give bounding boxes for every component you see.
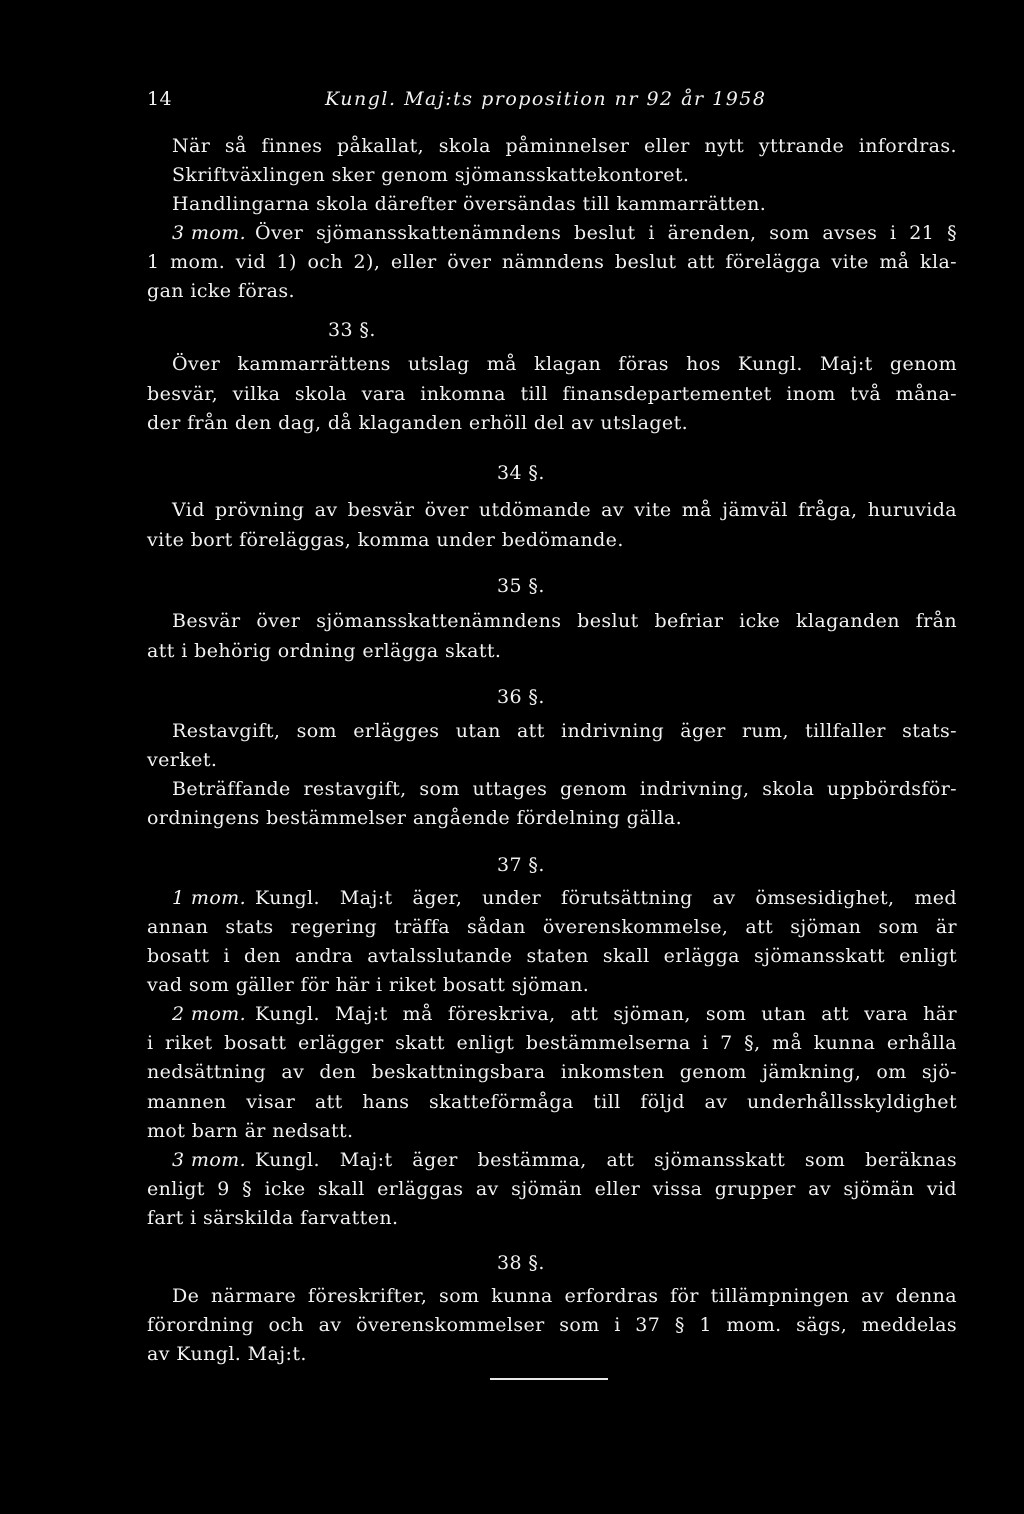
text-line: Restavgift, som erlägges utan att indrivning äger rum, tillfaller stats- [172, 720, 957, 742]
text-line: enligt 9 § icke skall erläggas av sjömän eller vissa grupper av sjömän vid [147, 1178, 957, 1200]
text-line: bosatt i den andra avtalsslutande staten skall erlägga sjömansskatt enligt [147, 945, 957, 967]
text-line: Vid prövning av besvär över utdömande av vite må jämväl fråga, huruvida [172, 499, 957, 521]
moment-label: 2 mom. [172, 1003, 247, 1025]
text-line: gan icke föras. [147, 280, 295, 302]
text-line: förordning och av överenskommelser som i 37 § 1 mom. sägs, meddelas [147, 1314, 957, 1336]
text-line: När så finnes påkallat, skola påminnelser eller nytt yttrande infordras. [172, 135, 957, 157]
section-heading: 35 §. [497, 575, 545, 597]
text-line: verket. [147, 749, 218, 771]
text-line: Beträffande restavgift, som uttages genom indrivning, skola uppbördsför- [172, 778, 957, 800]
text-line: Handlingarna skola därefter översändas till kammarrätten. [172, 193, 767, 215]
text-line: fart i särskilda farvatten. [147, 1207, 399, 1229]
paragraph-line [172, 219, 957, 247]
paragraph-line [172, 1146, 957, 1174]
text-line: mot barn är nedsatt. [147, 1120, 354, 1142]
moment-label: 3 mom. [172, 222, 247, 244]
text-line: i riket bosatt erlägger skatt enligt bestämmelserna i 7 §, må kunna erhålla [147, 1032, 957, 1054]
text-line: mannen visar att hans skatteförmåga till följd av underhållsskyldighet [147, 1091, 957, 1113]
section-heading: 37 §. [497, 854, 545, 876]
text-line: De närmare föreskrifter, som kunna erfordras för tillämpningen av denna [172, 1285, 957, 1307]
text-line: Över kammarrättens utslag må klagan föras hos Kungl. Maj:t genom [172, 353, 957, 375]
text-line: ordningens bestämmelser angående fördelning gälla. [147, 807, 683, 829]
text-line: Kungl. Maj:t äger bestämma, att sjömansskatt som beräknas [255, 1149, 957, 1171]
page-number: 14 [147, 88, 172, 110]
text-line: Över sjömansskattenämndens beslut i ärenden, som avses i 21 § [255, 222, 957, 244]
paragraph-line [172, 884, 957, 912]
text-line: vite bort föreläggas, komma under bedömande. [147, 529, 624, 551]
paragraph-line [172, 1000, 957, 1028]
moment-label: 1 mom. [172, 887, 247, 909]
section-heading: 34 §. [497, 462, 545, 484]
text-line: att i behörig ordning erlägga skatt. [147, 640, 502, 662]
text-line: 1 mom. vid 1) och 2), eller över nämndens beslut att förelägga vite må kla- [147, 251, 957, 273]
section-heading: 38 §. [497, 1252, 545, 1274]
text-line: Kungl. Maj:t må föreskriva, att sjöman, som utan att vara här [255, 1003, 957, 1025]
section-heading: 33 §. [328, 319, 376, 341]
text-line: nedsättning av den beskattningsbara inkomsten genom jämkning, om sjö- [147, 1061, 957, 1083]
page-header [147, 88, 957, 118]
text-line: besvär, vilka skola vara inkomna till finansdepartementet inom två måna- [147, 383, 957, 405]
text-line: Skriftväxlingen sker genom sjömansskattekontoret. [172, 164, 690, 186]
running-title: Kungl. Maj:ts proposition nr 92 år 1958 [325, 88, 767, 110]
text-line: annan stats regering träffa sådan överenskommelse, att sjöman som är [147, 916, 957, 938]
text-line: der från den dag, då klaganden erhöll del av utslaget. [147, 412, 689, 434]
text-line: av Kungl. Maj:t. [147, 1343, 307, 1365]
text-line: vad som gäller för här i riket bosatt sjöman. [147, 974, 590, 996]
text-line: Besvär över sjömansskattenämndens beslut befriar icke klaganden från [172, 610, 957, 632]
moment-label: 3 mom. [172, 1149, 247, 1171]
text-line: Kungl. Maj:t äger, under förutsättning av ömsesidighet, med [255, 887, 957, 909]
section-heading: 36 §. [497, 686, 545, 708]
end-rule [490, 1378, 608, 1380]
